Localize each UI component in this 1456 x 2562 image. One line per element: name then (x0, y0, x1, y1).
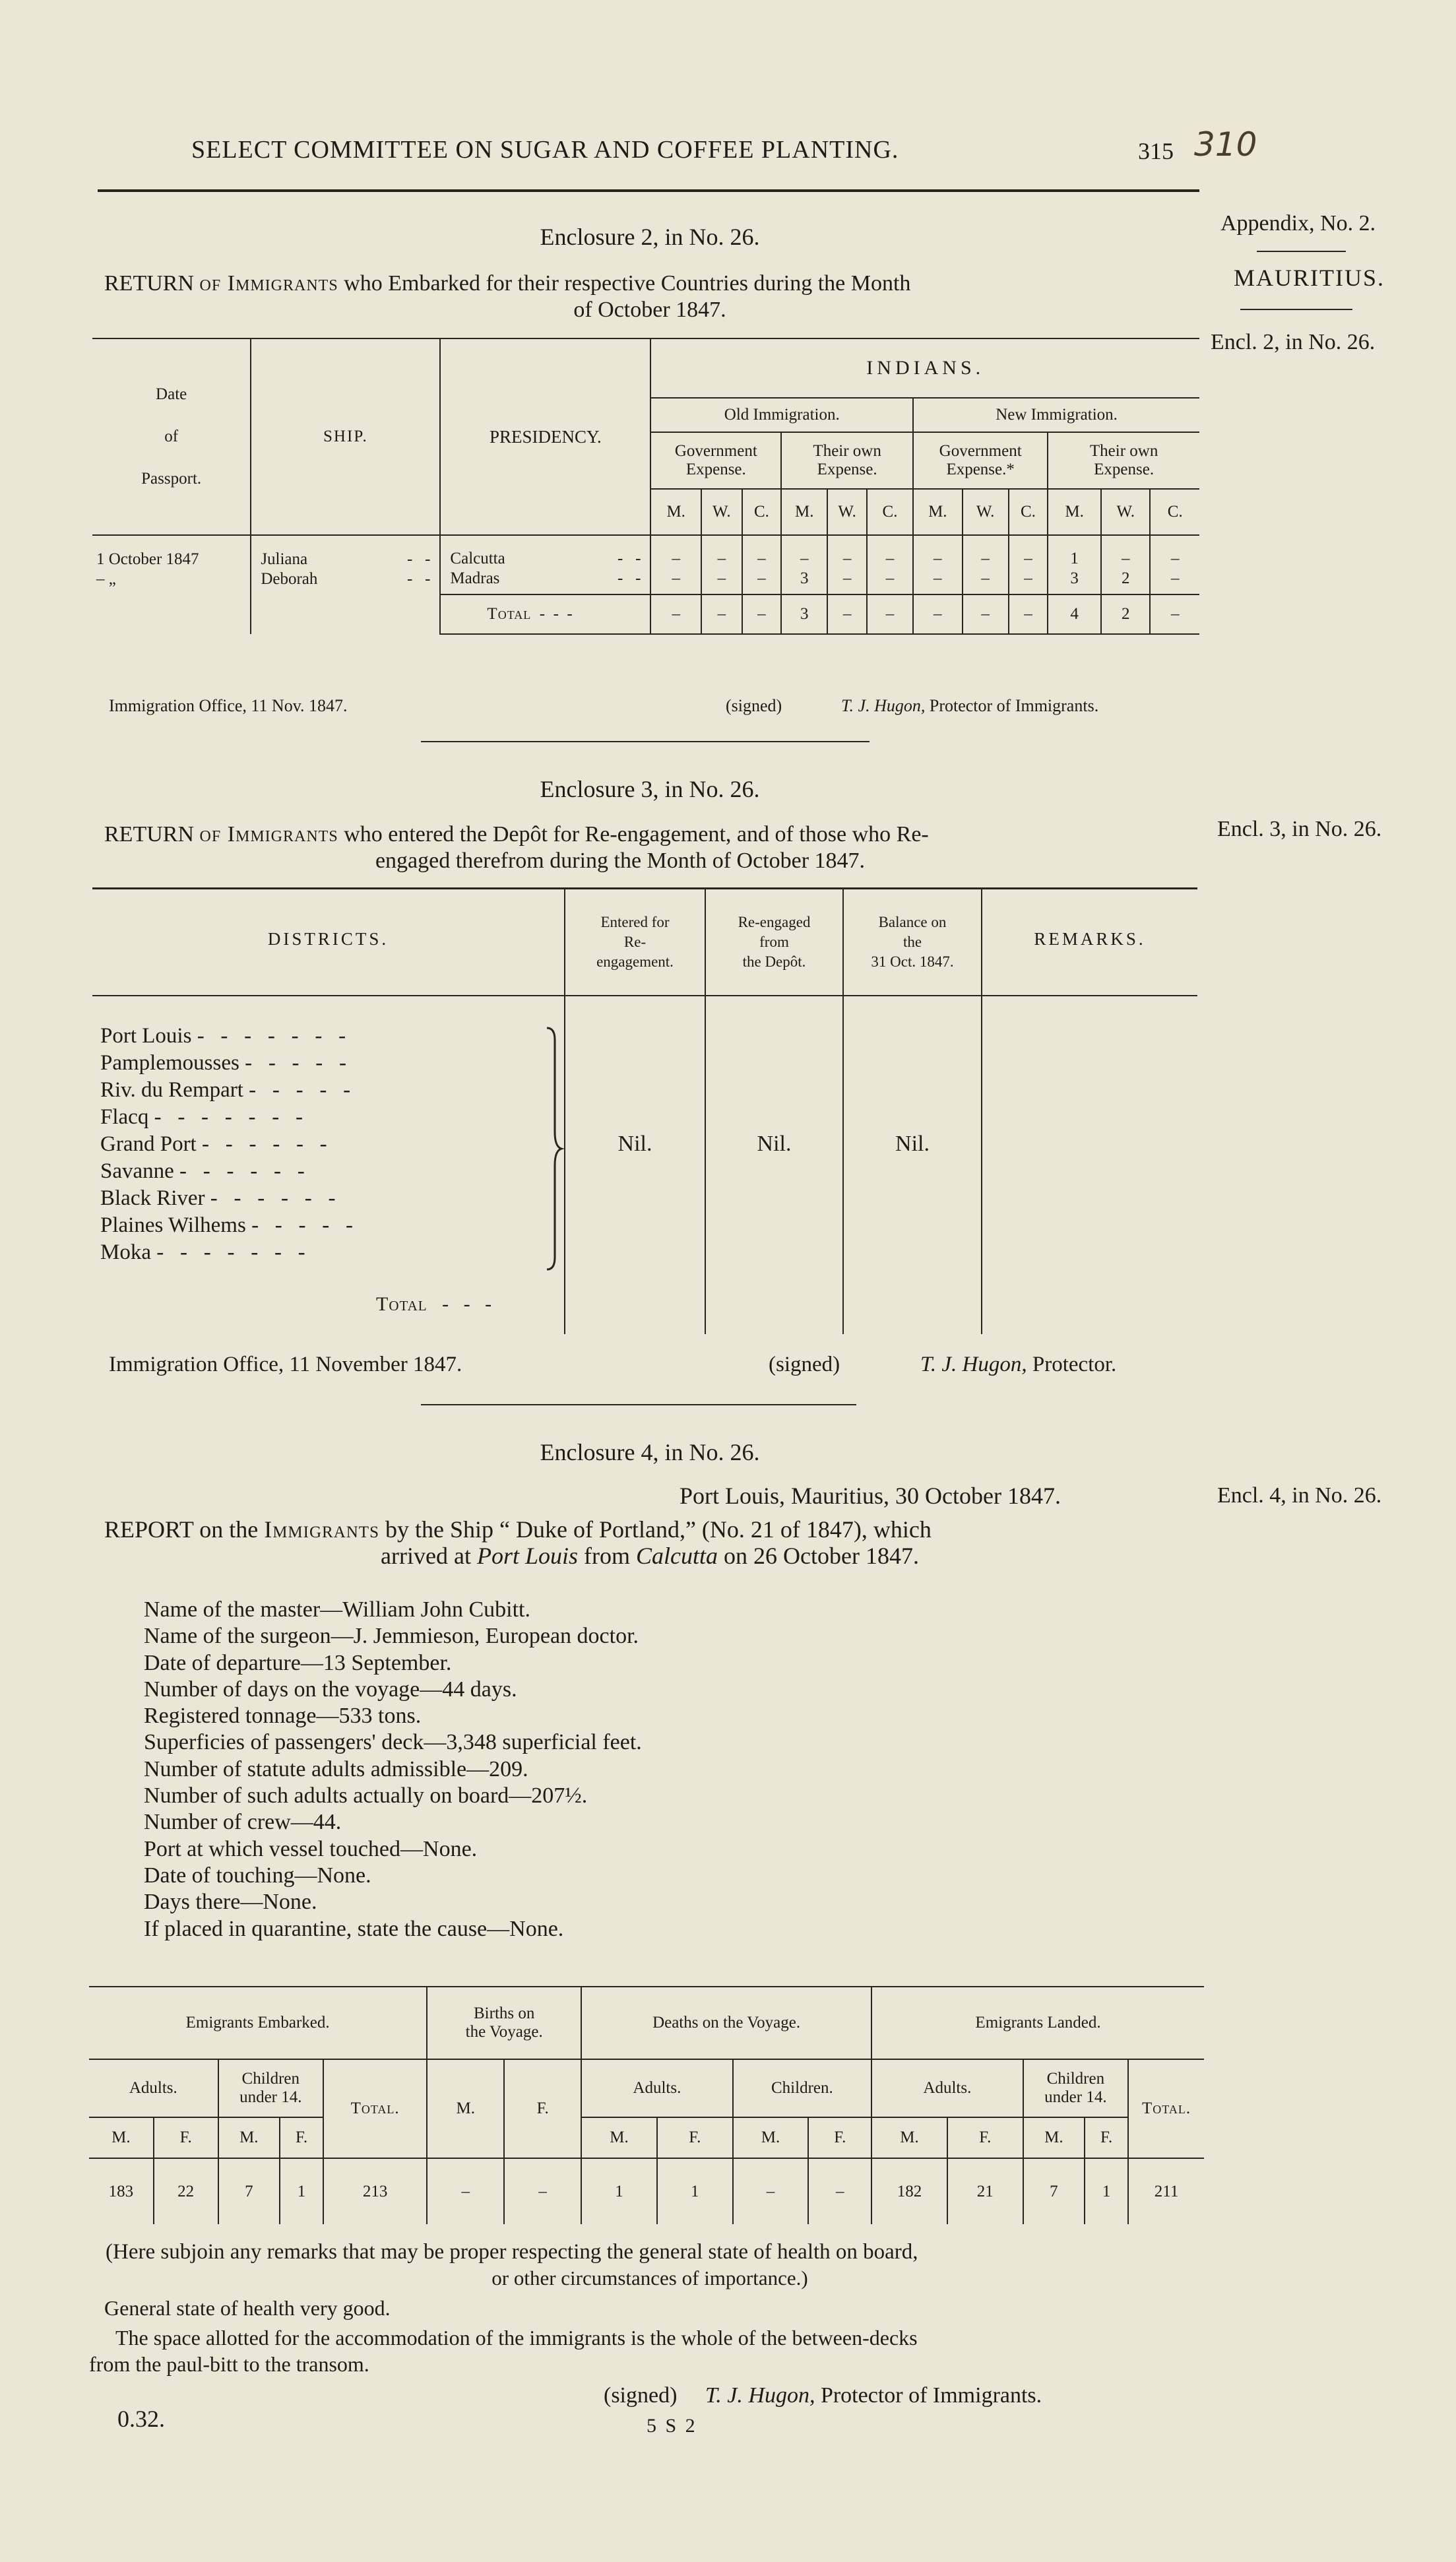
paper-number: 0.32. (117, 2406, 165, 2432)
enc2-th-new-own-2: Expense. (1094, 461, 1155, 478)
enc4-th-land-total-label: Total. (1142, 2099, 1191, 2117)
enc2-th-c: C. (1009, 489, 1048, 535)
list-item: Pamplemousses - - - - - (100, 1051, 347, 1075)
enc3-return-line1 (104, 821, 929, 847)
enc3-footer-office: Immigration Office, 11 November 1847. (109, 1353, 462, 1376)
table-row (92, 535, 1199, 594)
enc4-cell: 213 (323, 2158, 427, 2224)
enc2-th-date-3: Passport. (141, 470, 202, 488)
enc2-th-w: W. (963, 489, 1009, 535)
enc4-th-land-children-1: Children (1046, 2070, 1105, 2088)
enc4-report-port: Port Louis (476, 1543, 579, 1569)
list-item: Riv. du Rempart - - - - - (100, 1078, 351, 1102)
enc4-role: Protector of Immigrants. (820, 2383, 1042, 2408)
enc4-th-f: F. (280, 2117, 323, 2158)
enc3-footer (109, 1353, 1178, 1377)
enc4-th-land-adults: Adults. (871, 2059, 1023, 2117)
list-item: Number of days on the voyage—44 days. (144, 1677, 517, 1702)
enc2-total-cell: 3 (781, 594, 827, 634)
list-item: Savanne - - - - - - (100, 1159, 305, 1183)
list-item: Port at which vessel touched—None. (144, 1836, 478, 1861)
enc2-th-old-gov (650, 432, 781, 489)
enc4-th-land-children-2: under 14. (1044, 2088, 1107, 2106)
enc2-th-old-own-2: Expense. (817, 461, 877, 478)
enc4-items (144, 1597, 642, 1942)
running-header: SELECT COMMITTEE ON SUGAR AND COFFEE PLANTING. (191, 136, 899, 164)
enc3-footer-name: T. J. Hugon, (920, 1353, 1027, 1376)
enc4-th-adults: Adults. (89, 2059, 218, 2117)
signature-mark: 5 S 2 (647, 2415, 697, 2437)
enc2-return-line1 (104, 271, 910, 296)
enc4-report-rest: by the Ship “ Duke of Portland,” (No. 21 of 1847), which (385, 1516, 932, 1543)
enc4-th-land-total (1128, 2059, 1204, 2158)
enc2-th-new-gov-1: Government (939, 442, 1022, 460)
enc4-cell: – (808, 2158, 871, 2224)
enc4-report-line1 (104, 1516, 932, 1543)
enc2-th-c: C. (1150, 489, 1199, 535)
enc3-footer-signed: (signed) (769, 1353, 840, 1376)
enc2-total-cell: – (650, 594, 701, 634)
enc4-cell: 1 (280, 2158, 323, 2224)
enc2-total-cell: – (1009, 594, 1048, 634)
enc3-th-balance-3: 31 Oct. 1847. (871, 953, 954, 970)
list-item: Number of statute adults admissible—209. (144, 1756, 528, 1781)
enc2-row-date: – „ (96, 570, 116, 588)
enc3-return-rest: who entered the Depôt for Re-engagement, and of those who Re- (344, 822, 929, 847)
enc2-total-cell: – (963, 594, 1009, 634)
enc4-report-date: on 26 October 1847. (724, 1543, 919, 1569)
enc2-separator (421, 741, 870, 742)
enc2-ship-cell: Juliana - - Deborah - - (251, 535, 440, 594)
enc2-th-ship (251, 338, 440, 535)
enc2-total-cell: 2 (1101, 594, 1150, 634)
enc2-th-c: C. (742, 489, 782, 535)
enc3-th-remarks: REMARKS. (1034, 929, 1146, 949)
enc2-th-old-own-1: Their own (813, 442, 881, 460)
enc4-name: T. J. Hugon, (705, 2383, 815, 2408)
list-item: Moka - - - - - - - (100, 1240, 305, 1264)
enc3-th-entered (565, 913, 705, 972)
enc2-row-presidency: Calcutta (450, 550, 505, 567)
enc3-total-label: Total (376, 1293, 427, 1315)
enc4-th-f: F. (1085, 2117, 1128, 2158)
enc2-total-cell: – (913, 594, 962, 634)
enc4-th-children-2: under 14. (239, 2088, 302, 2106)
enc2-th-new: New Immigration. (913, 398, 1199, 432)
enc2-value-cell: – – (963, 535, 1009, 594)
enc4-report-calcutta: Calcutta (636, 1543, 718, 1569)
enc2-th-old: Old Immigration. (650, 398, 913, 432)
enc2-footer-signed: (signed) (726, 696, 782, 715)
enc4-heading: Enclosure 4, in No. 26. (540, 1439, 760, 1465)
enc2-th-w: W. (827, 489, 867, 535)
enc4-cell: – (504, 2158, 581, 2224)
enc3-nil-entered: Nil. (617, 1132, 652, 1156)
enc2-th-ship-label: SHIP. (323, 428, 368, 445)
enc3-th-reengaged-1: Re-engaged (738, 914, 811, 930)
enc3-th-balance-2: the (902, 934, 922, 950)
enc2-return-line2: of October 1847. (573, 298, 726, 322)
enc4-cell: – (733, 2158, 809, 2224)
enc4-cell: 183 (89, 2158, 154, 2224)
enc3-nil-balance: Nil. (895, 1132, 930, 1156)
enc4-health: General state of health very good. (104, 2296, 391, 2320)
enc2-th-old-gov-2: Expense. (685, 461, 746, 478)
enc3-top-rule (92, 887, 1197, 889)
enc2-value-cell: – – (1150, 535, 1199, 594)
list-item: Registered tonnage—533 tons. (144, 1704, 422, 1729)
enc4-th-death-adults: Adults. (581, 2059, 733, 2117)
enc2-value-cell: – 2 (1101, 535, 1150, 594)
enc4-th-f: F. (808, 2117, 871, 2158)
enc4-remarks-2: or other circumstances of importance.) (491, 2266, 808, 2290)
list-item: Flacq - - - - - - - (100, 1105, 303, 1129)
enc4-report-line2 (99, 1543, 1201, 1569)
enc4-cell: 1 (657, 2158, 733, 2224)
enc4-report-from: from (584, 1543, 630, 1569)
sidebar-colony: MAURITIUS. (1234, 265, 1385, 291)
enc3-th-reengaged-3: the Depôt. (742, 953, 806, 970)
enc3-th-districts: DISTRICTS. (267, 929, 389, 949)
enc2-return-sc: of Immigrants (199, 271, 338, 296)
enc2-th-date-2: of (164, 428, 179, 445)
enc4-th-m: M. (733, 2117, 809, 2158)
enc2-value-cell: – – (827, 535, 867, 594)
enc2-presidency-cell: Calcutta - - Madras - - (440, 535, 650, 594)
enc2-footer-role: Protector of Immigrants. (929, 696, 1099, 715)
enc2-row-ship: Deborah (261, 570, 318, 588)
enc2-row-date: 1 October 1847 (96, 550, 199, 568)
sidebar-rule-2 (1240, 309, 1352, 310)
enc2-th-w: W. (1101, 489, 1150, 535)
enc4-report-sc: Immigrants (264, 1516, 379, 1543)
sidebar-appendix: Appendix, No. 2. (1220, 211, 1376, 236)
enc2-footer-office: Immigration Office, 11 Nov. 1847. (109, 696, 348, 715)
enc4-cell: 211 (1128, 2158, 1204, 2224)
list-item: Date of touching—None. (144, 1863, 371, 1888)
enc4-th-births-2: the Voyage. (465, 2023, 543, 2041)
enc4-th-death-children: Children. (733, 2059, 871, 2117)
enc3-th-reengaged (706, 913, 842, 972)
enc4-cell: 21 (947, 2158, 1023, 2224)
enc3-col-rule (981, 889, 982, 1334)
enc3-return-sc: of Immigrants (199, 822, 338, 847)
list-item: Name of the master—William John Cubitt. (144, 1597, 530, 1622)
enc2-th-presidency (440, 338, 650, 535)
enc4-th-births-1: Births on (474, 2004, 535, 2022)
list-item: Number of crew—44. (144, 1810, 342, 1835)
enc2-value-cell: – 3 (781, 535, 827, 594)
enc4-th-f: F. (947, 2117, 1023, 2158)
enc4-cell: 1 (1085, 2158, 1128, 2224)
enc2-th-m: M. (1048, 489, 1101, 535)
enc2-th-date-1: Date (156, 385, 187, 403)
list-item: Black River - - - - - - (100, 1186, 336, 1210)
enc2-th-c: C. (867, 489, 913, 535)
list-item: If placed in quarantine, state the cause—None. (144, 1916, 564, 1941)
enc2-th-new-own (1048, 432, 1199, 489)
enc2-row-ship: Juliana (261, 550, 308, 568)
list-item: Plaines Wilhems - - - - - (100, 1213, 354, 1237)
enc4-cell: 7 (1023, 2158, 1085, 2224)
enc2-th-new-own-1: Their own (1089, 442, 1158, 460)
enc4-th-deaths: Deaths on the Voyage. (581, 1987, 871, 2059)
enc4-th-m: M. (89, 2117, 154, 2158)
enc2-th-date (92, 338, 251, 535)
enc2-total-cell: – (827, 594, 867, 634)
enc4-th-birth-m: M. (427, 2059, 504, 2158)
enc2-th-w: W. (701, 489, 742, 535)
enc4-place-date: Port Louis, Mauritius, 30 October 1847. (680, 1483, 1061, 1509)
enc3-th-entered-2: Re- (623, 934, 647, 950)
enc3-th-balance-1: Balance on (878, 914, 947, 930)
list-item: Grand Port - - - - - - (100, 1132, 327, 1156)
list-item: Number of such adults actually on board—207½. (144, 1783, 588, 1809)
enc3-th-entered-1: Entered for (600, 914, 670, 930)
enc4-cell: 1 (581, 2158, 657, 2224)
enc4-report-arrived: arrived at (381, 1543, 471, 1569)
enc2-th-m: M. (781, 489, 827, 535)
handwritten-folio: 310 (1194, 125, 1257, 164)
enc2-value-cell: – – (913, 535, 962, 594)
enc4-th-emb: Emigrants Embarked. (89, 1987, 427, 2059)
enc3-nil-reengaged: Nil. (757, 1132, 792, 1156)
enc2-total-cell: – (867, 594, 913, 634)
enc4-report-word: REPORT (104, 1516, 194, 1543)
enc4-report-on: on the (199, 1516, 259, 1543)
enc3-footer-role: Protector. (1032, 1353, 1117, 1376)
list-item: Superficies of passengers' deck—3,348 superficial feet. (144, 1730, 642, 1755)
enc2-th-new-gov-2: Expense.* (946, 461, 1015, 478)
enc4-th-births (427, 1987, 581, 2059)
enc2-return-rest: who Embarked for their respective Countries during the Month (344, 271, 911, 296)
enc4-space-1: The space allotted for the accommodation of the immigrants is the whole of the between-decks (115, 2326, 918, 2350)
enc4-signature (604, 2383, 1042, 2408)
enc3-heading: Enclosure 3, in No. 26. (540, 776, 760, 802)
enc2-value-cell: 1 3 (1048, 535, 1101, 594)
enc4-cell: 182 (871, 2158, 947, 2224)
enc2-th-m: M. (650, 489, 701, 535)
enc2-total-label: Total - - - (440, 594, 650, 634)
enc4-th-m: M. (581, 2117, 657, 2158)
enc4-th-land-children (1023, 2059, 1128, 2117)
enc4-th-f: F. (657, 2117, 733, 2158)
enc4-th-m: M. (218, 2117, 280, 2158)
table-row (89, 2158, 1204, 2224)
enc3-th-balance (844, 913, 981, 972)
enc4-th-children-1: Children (241, 2070, 300, 2088)
enc2-date-cell (92, 535, 251, 594)
enc4-th-children (218, 2059, 323, 2117)
enc2-th-presidency-label: PRESIDENCY. (490, 426, 602, 447)
enc3-district-list (100, 1023, 353, 1266)
enc2-footer (109, 696, 1178, 716)
enc2-table (92, 338, 1199, 635)
enc3-th-reengaged-2: from (759, 934, 789, 950)
enc4-th-birth-f: F. (504, 2059, 581, 2158)
enc3-return-word: RETURN (104, 822, 194, 847)
enc3-th-entered-3: engagement. (596, 953, 674, 970)
enc2-value-cell: – – (650, 535, 701, 594)
enc2-th-old-own (781, 432, 913, 489)
enc4-th-total-label: Total. (350, 2099, 400, 2117)
enc2-return-word: RETURN (104, 271, 194, 296)
enc2-total-empty (251, 594, 440, 634)
enc2-footer-name: T. J. Hugon, (841, 696, 926, 715)
enc4-remarks-1: (Here subjoin any remarks that may be proper respecting the general state of health on board, (106, 2240, 918, 2264)
list-item: Date of departure—13 September. (144, 1650, 452, 1675)
enc2-total-cell: 4 (1048, 594, 1101, 634)
enc2-total-empty (92, 594, 251, 634)
enc2-th-old-gov-1: Government (674, 442, 757, 460)
enc3-total: Total - - - (376, 1293, 492, 1315)
enc4-th-total (323, 2059, 427, 2158)
sidebar-encl3: Encl. 3, in No. 26. (1217, 817, 1382, 841)
enc2-total-cell: – (701, 594, 742, 634)
enc4-space-2: from the paul-bitt to the transom. (89, 2352, 369, 2376)
enc2-total-cell: – (1150, 594, 1199, 634)
enc2-th-m: M. (913, 489, 962, 535)
enc2-th-new-gov (913, 432, 1048, 489)
enc4-cell: 7 (218, 2158, 280, 2224)
enc4-th-m: M. (871, 2117, 947, 2158)
enc4-cell: – (427, 2158, 504, 2224)
enc4-signed: (signed) (604, 2383, 678, 2408)
list-item: Port Louis - - - - - - - (100, 1024, 346, 1048)
enc2-value-cell: – – (742, 535, 782, 594)
page-number: 315 (1138, 138, 1174, 164)
enc2-total-cell: – (742, 594, 782, 634)
enc2-value-cell: – – (867, 535, 913, 594)
sidebar-encl4: Encl. 4, in No. 26. (1217, 1483, 1382, 1508)
enc3-return-line2: engaged therefrom during the Month of October 1847. (375, 849, 866, 873)
list-item: Days there—None. (144, 1890, 317, 1915)
enc2-total-text: Total (487, 605, 532, 623)
enc2-th-indians: INDIANS. (650, 338, 1199, 398)
enc4-th-f: F. (154, 2117, 218, 2158)
list-item: Name of the surgeon—J. Jemmieson, European doctor. (144, 1624, 639, 1649)
header-rule (98, 189, 1199, 192)
enc2-value-cell: – – (1009, 535, 1048, 594)
enc4-th-landed: Emigrants Landed. (871, 1987, 1204, 2059)
enc2-value-cell: – – (701, 535, 742, 594)
enc3-separator (421, 1404, 856, 1405)
sidebar-encl2: Encl. 2, in No. 26. (1211, 330, 1376, 354)
table-row (92, 594, 1199, 634)
enc2-heading: Enclosure 2, in No. 26. (540, 224, 760, 250)
enc3-header-rule (92, 995, 1197, 996)
enc4-th-m: M. (1023, 2117, 1085, 2158)
enc4-table (89, 1986, 1204, 2224)
sidebar-rule (1257, 251, 1346, 252)
enc4-cell: 22 (154, 2158, 218, 2224)
district-brace (544, 1027, 564, 1271)
enc2-row-presidency: Madras (450, 569, 500, 587)
